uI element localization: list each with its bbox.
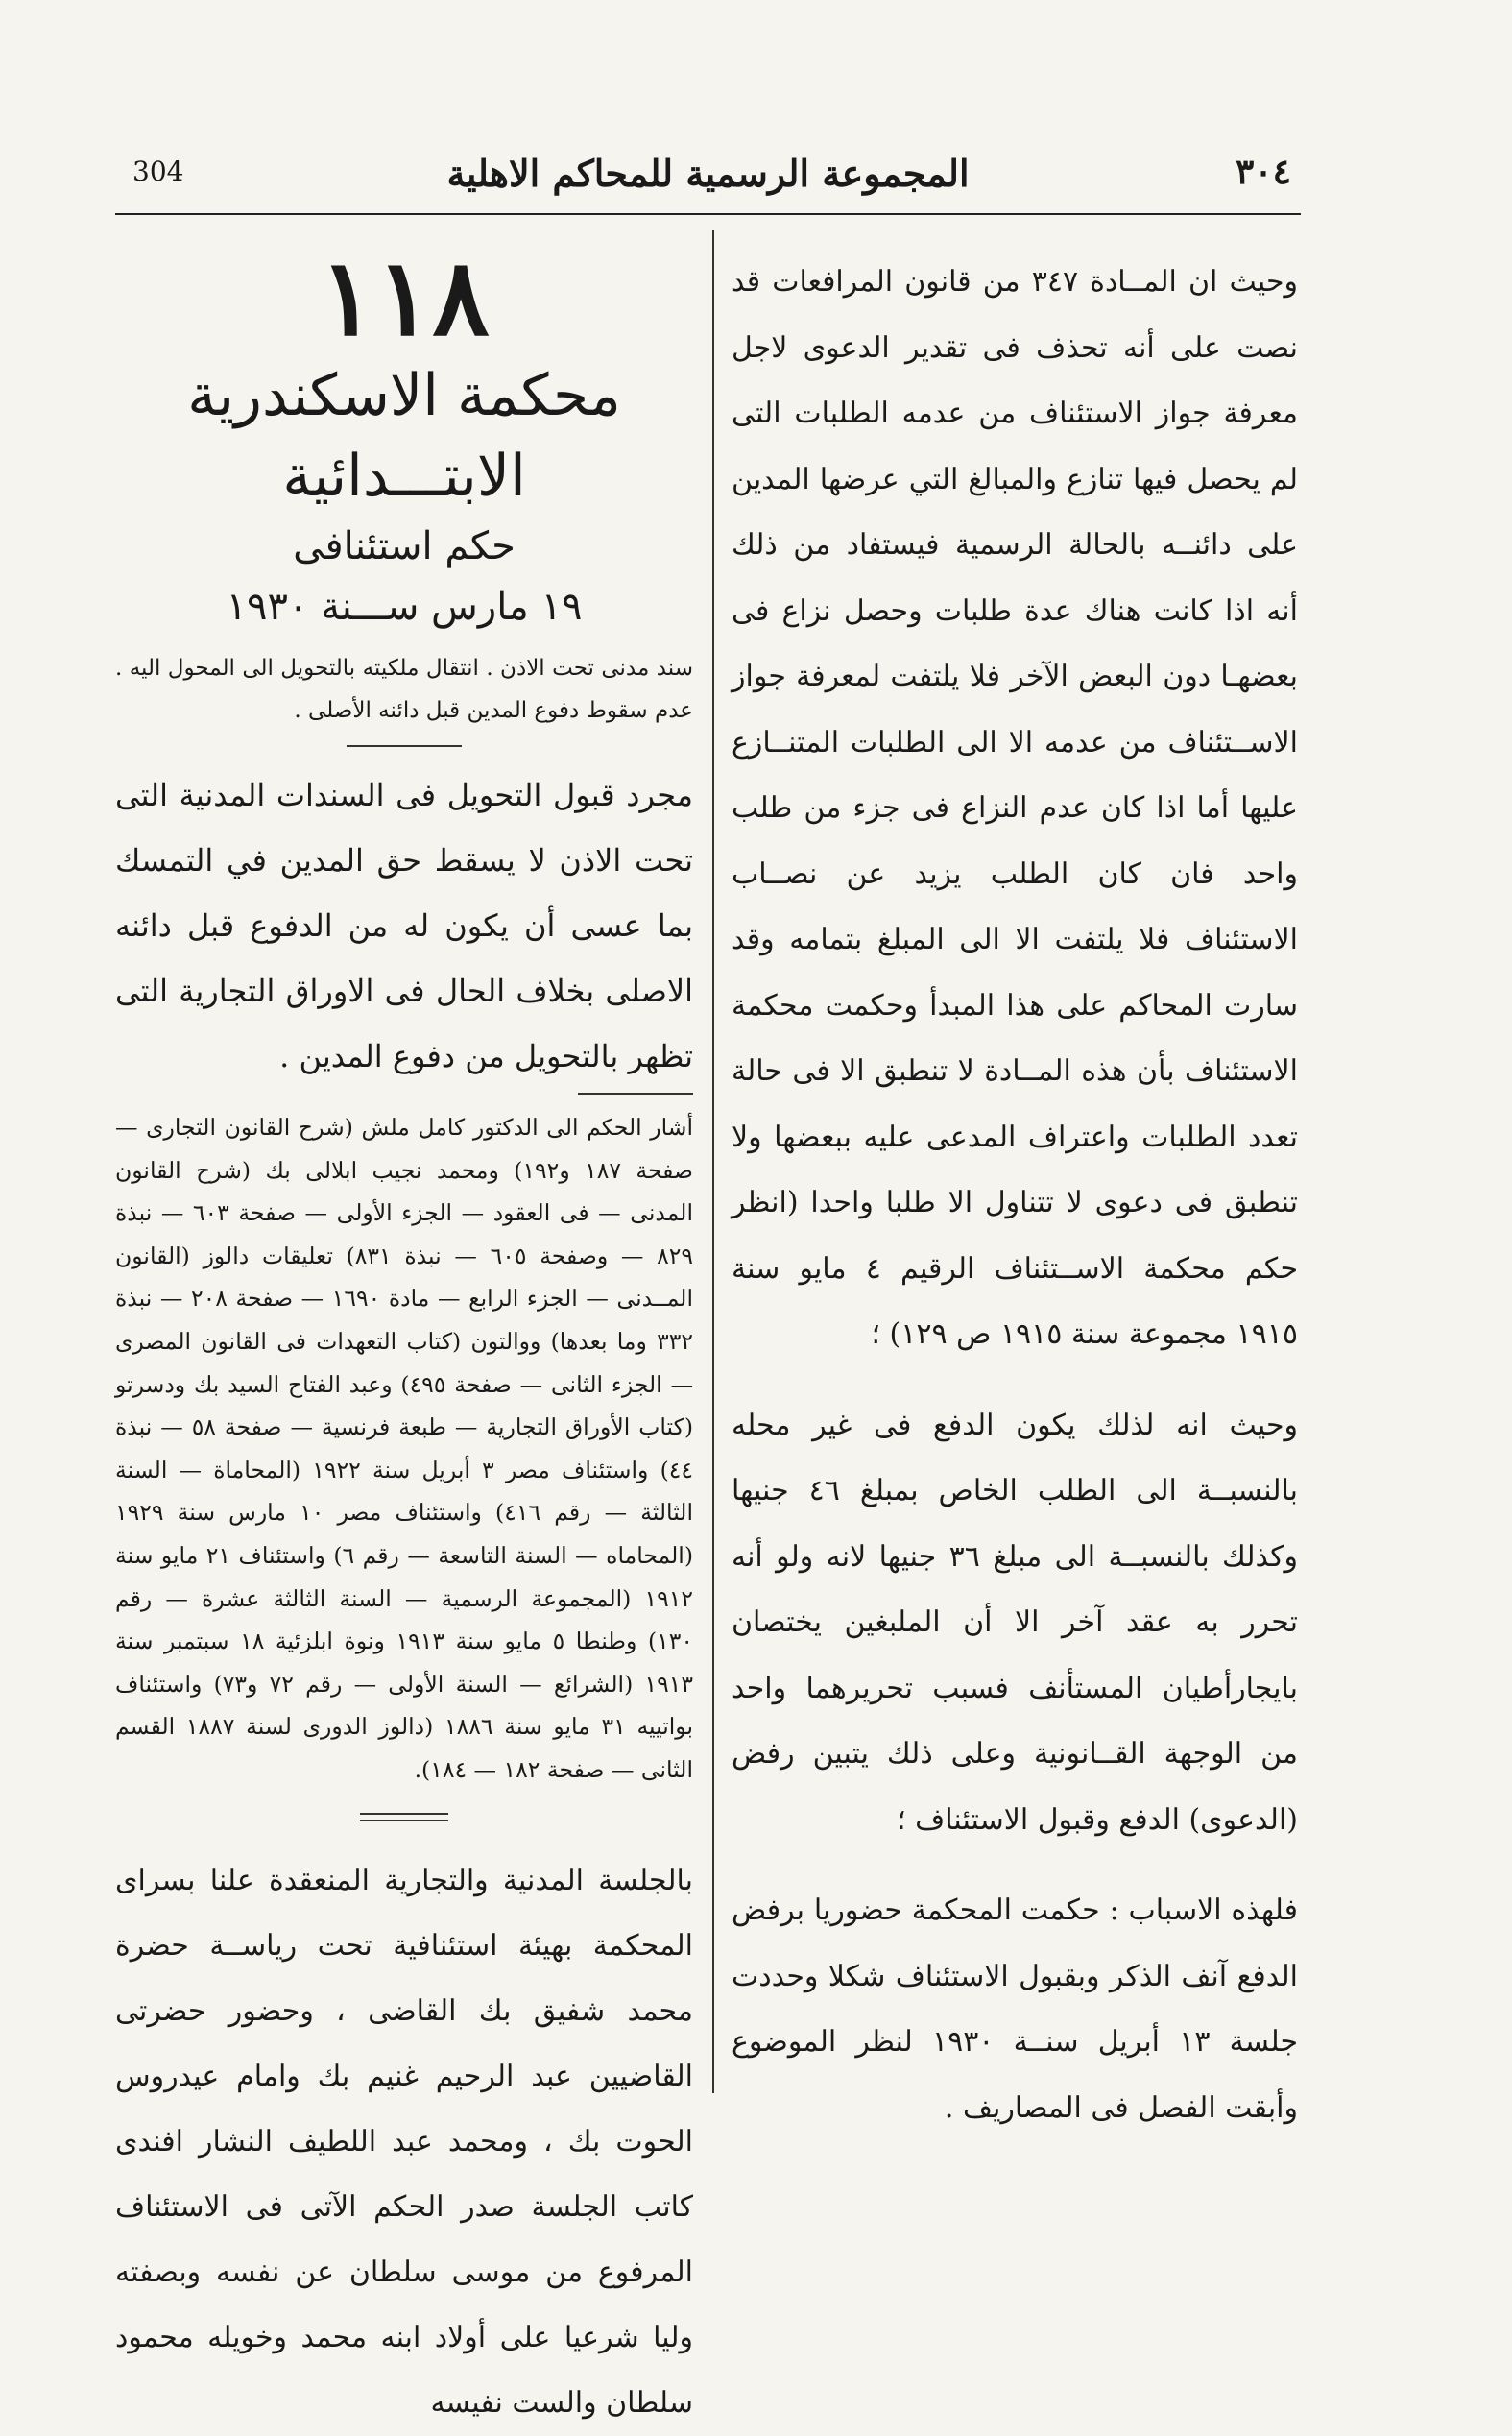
right-column	[732, 250, 1298, 2141]
header-rule	[115, 213, 1301, 215]
page-number-arabic: ٣٠٤	[1235, 152, 1291, 192]
page-number-latin: 304	[132, 156, 184, 187]
judgment-date: ١٩ مارس ســـنة ١٩٣٠	[226, 585, 583, 629]
footnote-divider	[578, 1093, 693, 1095]
court-name: محكمة الاسكندرية الابتـــدائية	[187, 362, 621, 510]
ruling-paragraph: فلهذه الاسباب : حكمت المحكمة حضوريا برفض الدفع آنف الذكر وبقبول الاستئناف شكلا وحددت جلسة ١٣ أبريل سنــة ١٩٣٠ لنظر الموضوع وأبقت الفصل فى المصاريف .	[732, 1893, 1298, 2125]
case-number: ١١٨	[319, 235, 490, 359]
left-column	[115, 235, 694, 2436]
case-keywords: سند مدنى تحت الاذن . انتقال ملكيته بالتحويل الى المحول اليه . عدم سقوط دفوع المدين قبل دائنه الأصلى .	[115, 656, 693, 723]
double-divider	[360, 1813, 448, 1821]
references-footnote: أشار الحكم الى الدكتور كامل ملش (شرح القانون التجارى — صفحة ١٨٧ و١٩٢) ومحمد نجيب ابلالى بك (شرح القانون المدنى — فى العقود — الجزء الأولى — صفحة ٦٠٣ — نبذة ٨٢٩ — وصفحة ٦٠٥ — نبذة ٨٣١) تعليقات دالوز (القانون المــدنى — الجزء الرابع — مادة ١٦٩٠ — صفحة ٢٠٨ — نبذة ٣٣٢ وما بعدها) ووالتون (كتاب التعهدات فى القانون المصرى — الجزء الثانى — صفحة ٤٩٥) وعبد الفتاح السيد بك ودسرتو (كتاب الأوراق التجارية — طبعة فرنسية — صفحة ٥٨ — نبذة ٤٤) واستئناف مصر ٣ أبريل سنة ١٩٢٢ (المحاماة — السنة الثالثة — رقم ٤١٦) واستئناف مصر ١٠ مارس سنة ١٩٢٩ (المحاماه — السنة التاسعة — رقم ٦) واستئناف ٢١ مايو سنة ١٩١٢ (المجموعة الرسمية — السنة الثالثة عشرة — رقم ١٣٠) وطنطا ٥ مايو سنة ١٩١٣ ونوة ابلزئية ١٨ سبتمبر سنة ١٩١٣ (الشرائع — السنة الأولى — رقم ٧٢ و٧٣) واستئناف بواتييه ٣١ مايو سنة ١٨٨٦ (دالوز الدورى لسنة ١٨٨٧ القسم الثانى — صفحة ١٨٢ — ١٨٤).	[115, 1114, 694, 1783]
journal-title: المجموعة الرسمية للمحاكم الاهلية	[446, 152, 970, 195]
column-divider	[712, 230, 714, 2093]
legal-principle: مجرد قبول التحويل فى السندات المدنية التى تحت الاذن لا يسقط حق المدين في التمسك بما عسى أن يكون له من الدفوع قبل دائنه الاصلى بخلاف الحال فى الاوراق التجارية التى تظهر بالتحويل من دفوع المدين .	[115, 777, 693, 1074]
judgment-type: حكم استئنافى	[293, 524, 516, 568]
session-paragraph: بالجلسة المدنية والتجارية المنعقدة علنا بسراى المحكمة بهيئة استئنافية تحت رياســة حضرة محمد شفيق بك القاضى ، وحضور حضرتى القاضيين عبد الرحيم غنيم بك وامام عيدروس الحوت بك ، ومحمد عبد اللطيف النشار افندى كاتب الجلسة صدر الحكم الآتى فى الاستئناف المرفوع من موسى سلطان عن نفسه وبصفته وليا شرعيا على أولاد ابنه محمد وخويله محمود سلطان والست نفيسه	[115, 1863, 693, 2420]
page-header	[115, 134, 1301, 211]
reasoning-paragraph-2: وحيث انه لذلك يكون الدفع فى غير محله بالنسبــة الى الطلب الخاص بمبلغ ٤٦ جنيها وكذلك بالنسبــة الى مبلغ ٣٦ جنيها لانه ولو أنه تحرر به عقد آخر الا أن الملبغين يختصان بايجارأطيان المستأنف فسبب تحريرهما واحد من الوجهة القــانونية وعلى ذلك يتبين رفض (الدعوى) الدفع وقبول الاستئناف ؛	[732, 1408, 1298, 1837]
reasoning-paragraph-1: وحيث ان المــادة ٣٤٧ من قانون المرافعات قد نصت على أنه تحذف فى تقدير الدعوى لاجل معرفة جواز الاستئناف من عدمه الطلبات التى لم يحصل فيها تنازع والمبالغ التي عرضها المدين على دائنــه بالحالة الرسمية فيستفاد من ذلك أنه اذا كانت هناك عدة طلبات وحصل نزاع فى بعضهـا دون البعض الآخر فلا يلتفت لمعرفة جواز الاســتئناف من عدمه الا الى الطلبات المتنــازع عليها أما اذا كان عدم النزاع فى جزء من طلب واحد فان كان الطلب يزيد عن نصــاب الاستئناف فلا يلتفت الا الى المبلغ بتمامه وقد سارت المحاكم على هذا المبدأ وحكمت محكمة الاستئناف بأن هذه المــادة لا تنطبق الا فى حالة تعدد الطلبات واعتراف المدعى عليه ببعضها ولا تنطبق فى دعوى لا تتناول الا طلبا واحدا (انظر حكم محكمة الاســتئناف الرقيم ٤ مايو سنة ١٩١٥ مجموعة سنة ١٩١٥ ص ١٢٩) ؛	[732, 265, 1299, 1351]
section-divider	[347, 745, 462, 747]
